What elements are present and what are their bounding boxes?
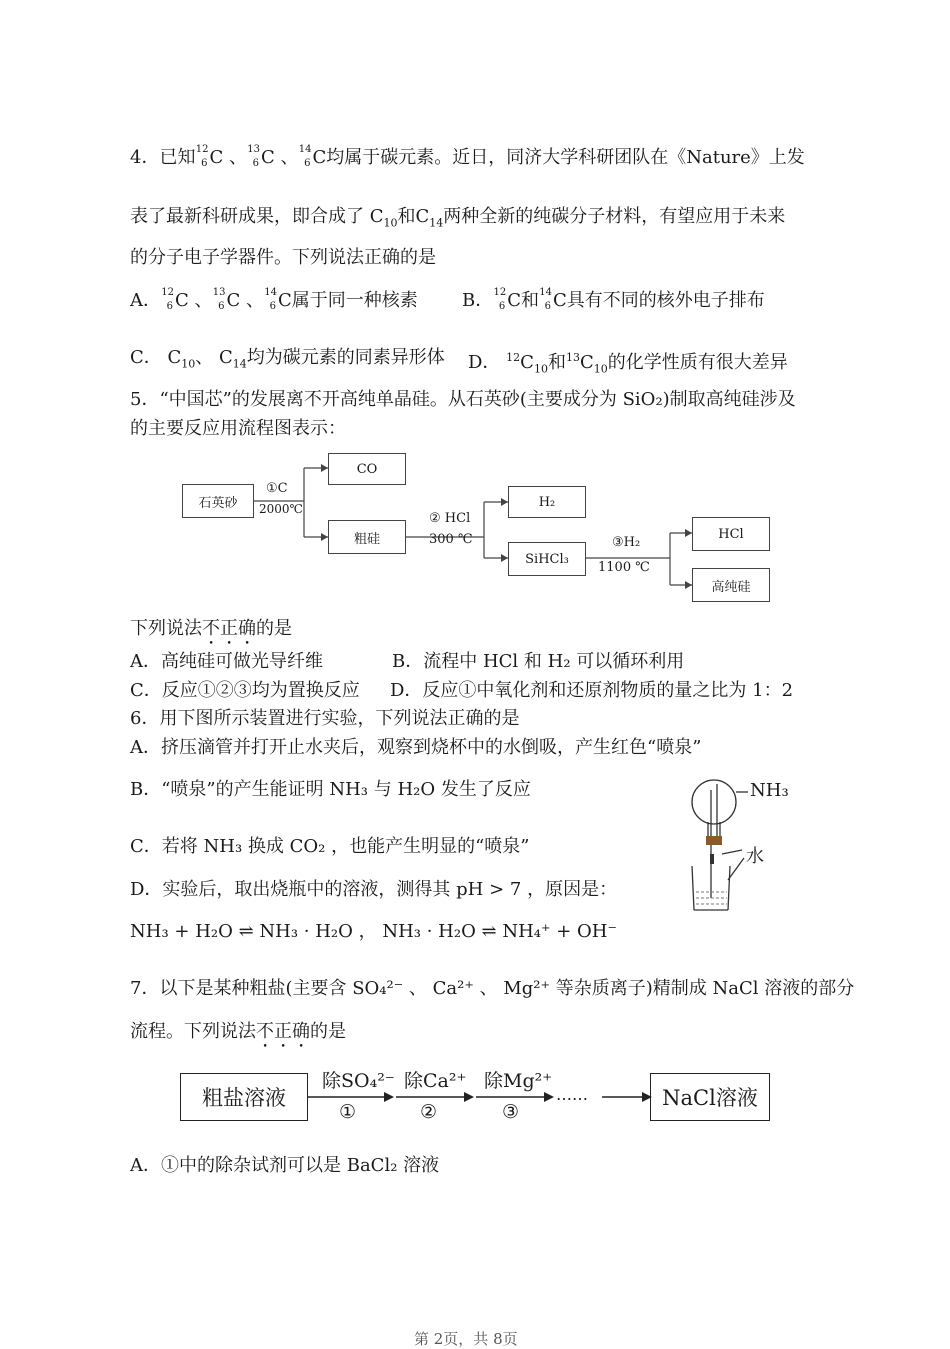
q4-line-1: 4．已知 12 6 C 、 13 6 C 、 14 6 C均属于碳元素。近日，同济大学科研团队在《Nature》上发 [130, 144, 805, 169]
flow-box-crude-silicon: 粗硅 [328, 520, 406, 554]
q6-option-b: B．“喷泉”的产生能证明 NH₃ 与 H₂O 发生了反应 [130, 779, 531, 800]
q5-line-1: 5．“中国芯”的发展离不开高纯单晶硅。从石英砂(主要成分为 SiO₂)制取高纯硅涉及 [130, 389, 796, 410]
q7-stem: 流程。下列说法不正确的是 [130, 1021, 346, 1042]
flow-label-step2: ② HCl [429, 511, 471, 526]
q5-line-2: 的主要反应用流程图表示： [130, 418, 346, 439]
q7-option-a: A．①中的除杂试剂可以是 BaCl₂ 溶液 [130, 1155, 440, 1176]
q4-option-a: A． 12 6 C 、 13 6 C 、 14 6 C属于同一种核素 [130, 287, 418, 312]
q7-line-1: 7．以下是某种粗盐(主要含 SO₄²⁻ 、 Ca²⁺ 、 Mg²⁺ 等杂质离子)精制成 NaCl 溶液的部分 [130, 978, 855, 999]
q4-line-2: 表了最新科研成果，即合成了 $C_{10}$和$C_{14}$两种全新的纯碳分子材料，有望应用于未来 [130, 206, 786, 230]
flow-label-remove-calcium: 除Ca²⁺ [404, 1070, 467, 1092]
q5-option-c: C．反应①②③均为置换反应 [130, 680, 360, 701]
q4-option-d: D． $^{12}C_{10}$和$^{13}C_{10}$的化学性质有很大差异 [468, 351, 788, 376]
fig-label-water: 水 [746, 846, 764, 867]
flow-label-step1: ①C [266, 481, 288, 496]
flow-step-2: ② [420, 1101, 438, 1123]
flow-box-hcl: HCl [692, 517, 770, 551]
flow-label-remove-sulfate: 除SO₄²⁻ [322, 1070, 395, 1092]
q5-stem: 下列说法不正确的是 [130, 618, 292, 639]
q5-flow-lines [0, 0, 950, 620]
q4-line-3: 的分子电子学器件。下列说法正确的是 [130, 247, 436, 268]
flow-box-quartz-sand: 石英砂 [182, 484, 254, 518]
isotope-c13: 13 6 [247, 144, 260, 169]
isotope-c12: 12 6 [195, 144, 209, 169]
q4-option-b: B． 12 6 C和 14 6 C具有不同的核外电子排布 [462, 287, 765, 312]
flow-box-nacl-solution: NaCl溶液 [650, 1073, 770, 1121]
flow-box-crude-salt-solution: 粗盐溶液 [180, 1073, 308, 1121]
flow-ellipsis: …… [556, 1085, 588, 1104]
q6-option-d: D．实验后，取出烧瓶中的溶液，测得其 pH > 7 ，原因是： [130, 879, 618, 900]
q5-option-a: A．高纯硅可做光导纤维 [130, 651, 323, 672]
fig-label-nh3: NH₃ [750, 780, 789, 801]
q5-option-d: D．反应①中氧化剂和还原剂物质的量之比为 1：2 [390, 680, 794, 701]
q5-option-b: B．流程中 HCl 和 H₂ 可以循环利用 [392, 651, 685, 672]
q6-line-1: 6．用下图所示装置进行实验，下列说法正确的是 [130, 708, 520, 729]
flow-label-remove-magnesium: 除Mg²⁺ [484, 1070, 553, 1092]
flow-box-sihcl3: SiHCl₃ [508, 542, 586, 576]
flow-label-temp3: 1100 ℃ [598, 560, 650, 575]
page-footer: 第 2页，共 8页 [414, 1330, 518, 1348]
q4-option-c: C． $C_{10}$、 $C_{14}$均为碳元素的同素异形体 [130, 347, 445, 371]
flow-label-temp2: 300 ℃ [429, 532, 473, 547]
flow-box-h2: H₂ [508, 486, 586, 518]
q6-option-c: C．若将 NH₃ 换成 CO₂ ，也能产生明显的“喷泉” [130, 836, 530, 857]
flow-label-temp1: 2000℃ [259, 502, 303, 516]
flow-step-3: ③ [502, 1101, 520, 1123]
q6-option-a: A．挤压滴管并打开止水夹后，观察到烧杯中的水倒吸，产生红色“喷泉” [130, 737, 702, 758]
q6-equation: NH₃ + H₂O ⇌ NH₃ · H₂O ， NH₃ · H₂O ⇌ NH₄⁺ + OH⁻ [130, 921, 617, 942]
flow-box-pure-silicon: 高纯硅 [692, 568, 770, 602]
flow-label-step3: ③H₂ [612, 535, 641, 550]
flow-box-co: CO [328, 453, 406, 485]
flow-step-1: ① [339, 1101, 357, 1123]
isotope-c14: 14 6 [298, 144, 312, 169]
